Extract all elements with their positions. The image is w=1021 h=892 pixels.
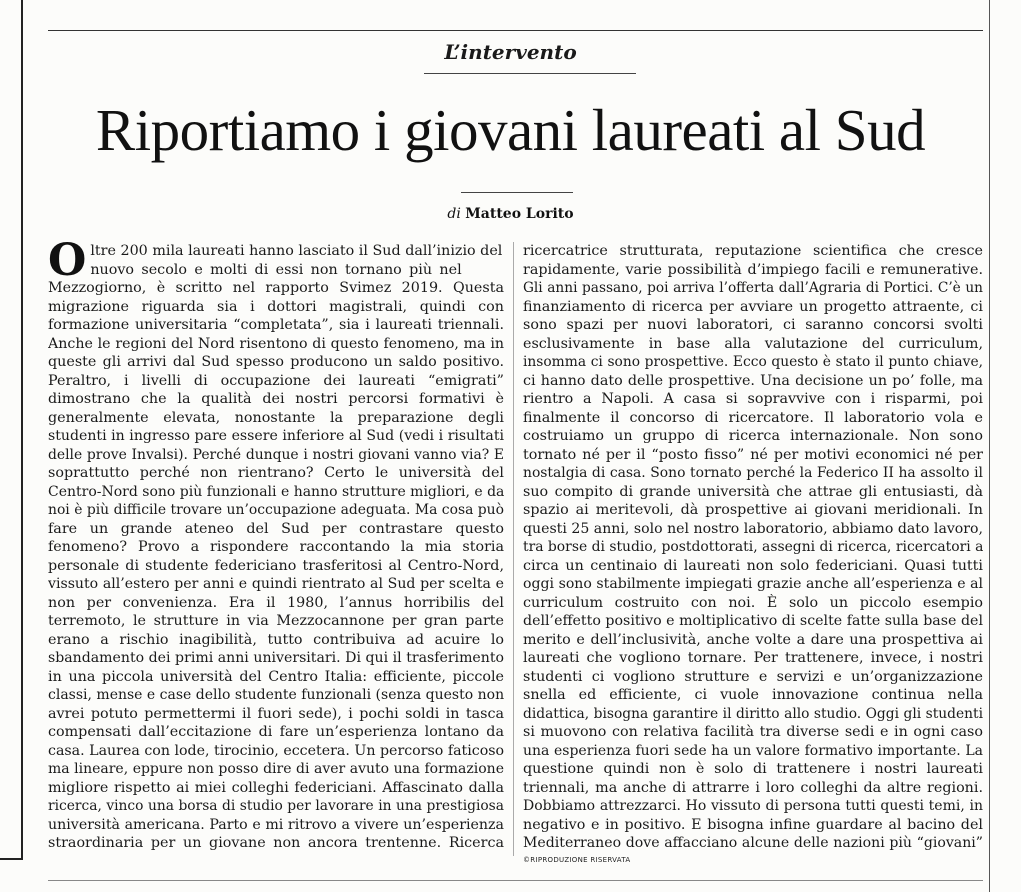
column-separator [513, 242, 514, 856]
byline-rule [461, 192, 573, 193]
text-line: avrei potuto permettermi il fuori sede), i pochi soldi in tasca [48, 705, 504, 722]
text-line: finalmente il concorso di ricercatore. Il laboratorio vola e [523, 409, 983, 426]
text-line: Mezzogiorno, è scritto nel rapporto Svimez 2019. Questa [48, 280, 504, 296]
text-line: rapidamente, varie possibilità d’impiego facili e remunerative. [523, 261, 983, 278]
text-line: erano a rischio inagibilità, tutto contribuiva ad acuire lo [48, 631, 504, 648]
kicker-underline [424, 73, 636, 74]
text-line: ltre 200 mila laureati hanno lasciato il Sud dall’inizio del [90, 243, 503, 259]
text-line: migliore rispetto ai miei colleghi federiciani. Affascinato dalla [48, 779, 504, 796]
text-line: finanziamento di ricerca per avviare un progetto attraente, ci [523, 298, 983, 315]
article-column-left [48, 242, 504, 852]
text-line: nostalgia di casa. Sono tornato perché la Federico II ha assolto il [523, 465, 983, 481]
text-line: rientro a Napoli. A casa si sopravvive con i risparmi, poi [523, 391, 983, 407]
text-line: Gli anni passano, poi arriva l’offerta dall’Agraria di Portici. C’è un [523, 280, 983, 296]
text-line: migrazione riguarda sia i dottori magistrali, quindi con [48, 298, 504, 315]
article-headline: Riportiamo i giovani laureati al Sud [95, 97, 926, 163]
text-line: suo compito di grande università che attrae gli entusiasti, dà [523, 483, 983, 500]
text-line: costruiamo un gruppo di ricerca internazionale. Non sono [523, 428, 983, 444]
text-line: noi è più difficile trovare un’occupazione adeguata. Ma cosa può [48, 502, 504, 518]
text-line: ma lineare, eppure non posso dire di aver avuto una formazione [48, 761, 504, 777]
text-line: esclusivamente in base alla valutazione del curriculum, [523, 335, 983, 352]
text-line: Centro-Nord sono più funzionali e hanno strutture migliori, e da [48, 483, 504, 500]
text-line: sbandamento dei primi anni universitari. Di qui il trasferimento [48, 650, 504, 666]
text-line: straordinaria per un giovane non ancora trentenne. Ricerca [48, 835, 504, 851]
text-line: Anche le regioni del Nord risentono di questo fenomeno, ma in [48, 335, 504, 352]
top-rule [48, 30, 983, 31]
text-line: una esperienza fuori sede ha un valore formativo importante. La [523, 742, 983, 759]
text-line: formazione universitaria “completata”, sia i laureati triennali. [48, 317, 504, 333]
text-line: fenomeno? Provo a rispondere raccontando la mia storia [48, 539, 504, 555]
text-line: studenti in ingresso pare essere inferiore al Sud (vedi i risultati [48, 428, 504, 444]
article-column-right [523, 242, 983, 852]
text-line: oggi sono stabilmente impiegati grazie anche all’esperienza e al [523, 576, 983, 592]
text-line: ricercatrice strutturata, reputazione scientifica che cresce [523, 243, 983, 259]
text-line: circa un centinaio di laureati non solo federiciani. Quasi tutti [523, 557, 983, 574]
text-line: dimostrano che la qualità dei nostri percorsi formativi è [48, 391, 504, 407]
text-line: nuovo secolo e molti di essi non tornano più nel [90, 261, 462, 278]
text-line: compensati dall’eccitazione di fare un’esperienza lontano da [48, 724, 504, 740]
text-line: merito e dell’inclusività, anche volte a dare una prospettiva ai [523, 631, 983, 648]
text-line: ricerca, vinco una borsa di studio per lavorare in una prestigiosa [48, 798, 504, 814]
text-line: si muovono con relativa facilità tra diverse sedi e in ogni caso [523, 724, 983, 740]
byline-author: Matteo Lorito [465, 206, 574, 222]
text-line: insomma ci sono prospettive. Ecco questo è stato il punto chiave, [523, 354, 983, 370]
text-line: fare un grande ateneo del Sud per contrastare questo [48, 520, 504, 537]
text-line: curriculum costruito con noi. È solo un piccolo esempio [523, 594, 983, 611]
text-line: questi 25 anni, solo nel nostro laboratorio, abbiamo dato lavoro, [523, 520, 983, 537]
text-line: classi, mense e case dello studente funzionali (senza questo non [48, 687, 504, 703]
text-line: non per convenienza. Era il 1980, l’annus horribilis del [48, 594, 504, 611]
copyright-notice: ©RIPRODUZIONE RISERVATA [523, 856, 631, 864]
text-line: dell’effetto positivo e moltiplicativo di scelte fatte sulla base del [523, 613, 983, 629]
text-line: snella ed efficiente, ci vuole innovazione continua nella [523, 687, 983, 703]
section-kicker: L’intervento [444, 40, 577, 64]
text-line: soprattutto perché non rientrano? Certo le università del [48, 465, 504, 481]
text-line: generalmente elevata, nonostante la preparazione degli [48, 409, 504, 426]
text-line: Peraltro, i livelli di occupazione dei laureati “emigrati” [48, 372, 504, 389]
text-line: laureati che vogliono tornare. Per trattenere, invece, i nostri [523, 650, 983, 666]
text-line: università americana. Parto e mi ritrovo a vivere un’esperienza [48, 816, 504, 833]
byline [0, 206, 1021, 222]
text-line: vissuto all’estero per anni e quindi rientrato al Sud per scelta e [48, 576, 504, 592]
text-line: ci hanno dato delle prospettive. Una decisione un po’ folle, ma [523, 372, 983, 389]
text-line: casa. Laurea con lode, tirocinio, eccetera. Un percorso faticoso [48, 742, 504, 759]
drop-cap: O [48, 242, 87, 286]
text-line: spazio ai meritevoli, dà prospettive ai giovani meridionali. In [523, 502, 983, 518]
byline-prefix: di [447, 206, 461, 222]
text-line: questione quindi non è solo di trattenere i nostri laureati [523, 761, 983, 777]
text-line: Mediterraneo dove affacciano alcune delle nazioni più “giovani” [523, 835, 983, 851]
text-line: in una piccola università del Centro Italia: efficiente, piccole [48, 668, 504, 685]
text-line: sono spazi per nuovi laboratori, ci saranno concorsi svolti [523, 317, 983, 333]
text-line: studenti ci vogliono strutture e servizi e un’organizzazione [523, 668, 983, 685]
text-line: Dobbiamo attrezzarci. Ho vissuto di persona tutti questi temi, in [523, 798, 983, 814]
text-line: queste gli arrivi dal Sud spesso producono un saldo positivo. [48, 354, 504, 370]
text-line: personale di studente federiciano trasferitosi al Centro-Nord, [48, 557, 504, 574]
text-line: tornato né per il “posto fisso” né per motivi economici né per [523, 446, 983, 463]
frame-bottom-corner [0, 858, 23, 860]
text-line: negativo e in positivo. E bisogna infine guardare al bacino del [523, 816, 983, 833]
bottom-rule [48, 880, 983, 881]
text-line: terremoto, le strutture in via Mezzocannone per gran parte [48, 613, 504, 629]
text-line: triennali, ma anche di attrarre i loro colleghi da altre regioni. [523, 779, 983, 796]
text-line: delle prove Invalsi). Perché dunque i nostri giovani vanno via? E [48, 446, 504, 463]
text-line: tra borse di studio, postdottorati, assegni di ricerca, ricercatori a [523, 539, 983, 555]
text-line: didattica, bisogna garantire il diritto allo studio. Oggi gli studenti [523, 705, 983, 722]
